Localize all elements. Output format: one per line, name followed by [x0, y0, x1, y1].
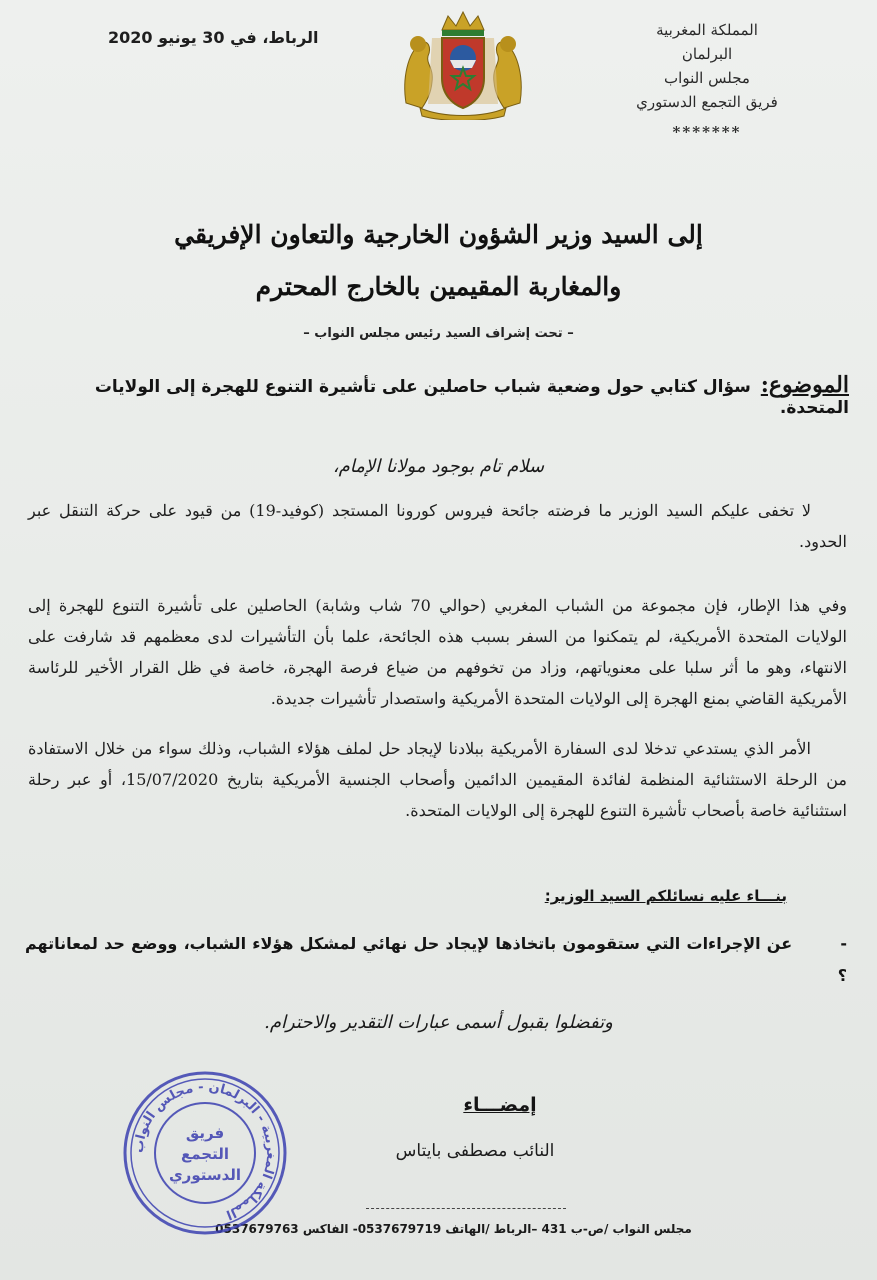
question-text: عن الإجراءات التي ستقومون باتخاذها لإيجاد حل نهائي لمشكل هؤلاء الشباب، ووضع حد لمعاناتهم ؟	[25, 934, 847, 985]
supervision-note: – تحت إشراف السيد رئيس مجلس النواب –	[303, 326, 574, 341]
stamp-inner-line-3: الدستوري	[168, 1166, 242, 1184]
stamp-outer-text: المملكة المغربية - البرلمان - مجلس النواب	[131, 1079, 279, 1222]
question-item	[25, 928, 847, 992]
signature-line	[366, 1208, 566, 1209]
footer-contact: مجلس النواب /ص-ب 431 –الرباط /الهاتف 0537679719- الفاكس 0537679763	[215, 1222, 692, 1236]
kingdom-line: المملكة المغربية	[656, 21, 758, 39]
group-line: فريق التجمع الدستوري	[636, 93, 778, 111]
subject-line	[40, 372, 849, 418]
closing-formula: وتفضلوا بقبول أسمى عبارات التقدير والاحترام.	[264, 1012, 613, 1033]
body-paragraph-1: لا تخفى عليكم السيد الوزير ما فرضته جائحة فيروس كورونا المستجد (كوفيد-19) من قيود على حركة التنقل عبر الحدود.	[28, 501, 847, 551]
subject-text: سؤال كتابي حول وضعية شباب حاصلين على تأشيرة التنوع للهجرة إلى الولايات المتحدة.	[94, 377, 849, 418]
question-dash: -	[840, 934, 847, 953]
body-paragraph-3: الأمر الذي يستدعي تدخلا لدى السفارة الأمريكية ببلادنا لإيجاد حل لملف هؤلاء الشباب، وذلك سواء من خلال الاستفادة من الرحلة الاستثنائية المنظمة لفائدة المقيمين الدائمين وأصحاب الجنسية الأمريكية بتاريخ 15/07/2020، أو عبر رحلة استثنائية خاصة بأصحاب تأشيرة التنوع للهجرة إلى الولايات المتحدة.	[28, 739, 847, 820]
stamp-inner-line-2: التجمع	[180, 1145, 230, 1163]
letter-date: الرباط، في 30 يونيو 2020	[108, 28, 319, 47]
house-line: مجلس النواب	[664, 69, 750, 87]
greeting: سلام تام بوجود مولانا الإمام،	[332, 456, 545, 477]
moroccan-coat-of-arms-emblem	[398, 8, 528, 120]
parliament-line: البرلمان	[681, 45, 733, 63]
signatory-name: النائب مصطفى بايتاس	[395, 1141, 555, 1161]
body-paragraph-2: وفي هذا الإطار، فإن مجموعة من الشباب المغربي (حوالي 70 شاب وشابة) الحاصلين على تأشيرة التنوع للهجرة إلى الولايات المتحدة الأمريكية، لم يتمكنوا من السفر بسبب هذه الجائحة، علما بأن التأشيرات لدى معظمهم قد شارفت على الانتهاء، وهو ما أثر سلبا على معنوياتهم، وزاد من تخوفهم من ضياع فرصة الهجرة، خاصة في ظل القرار الأخير للرئاسة الأمريكية القاضي بمنع الهجرة إلى الولايات المتحدة الأمريكية واستصدار تأشيرات جديدة.	[28, 596, 848, 708]
sender-header	[607, 18, 807, 144]
official-stamp	[120, 1068, 290, 1238]
header-stars: *******	[672, 123, 742, 141]
signature-label: إمضـــاء	[463, 1094, 537, 1116]
question-intro: بنـــاء عليه نسائلكم السيد الوزير:	[544, 887, 787, 905]
addressee-line-2: والمغاربة المقيمين بالخارج المحترم	[255, 272, 622, 301]
stamp-inner-line-1: فريق	[185, 1124, 225, 1142]
subject-label: الموضوع:	[760, 372, 849, 398]
addressee-line-1: إلى السيد وزير الشؤون الخارجية والتعاون الإفريقي	[174, 220, 703, 249]
